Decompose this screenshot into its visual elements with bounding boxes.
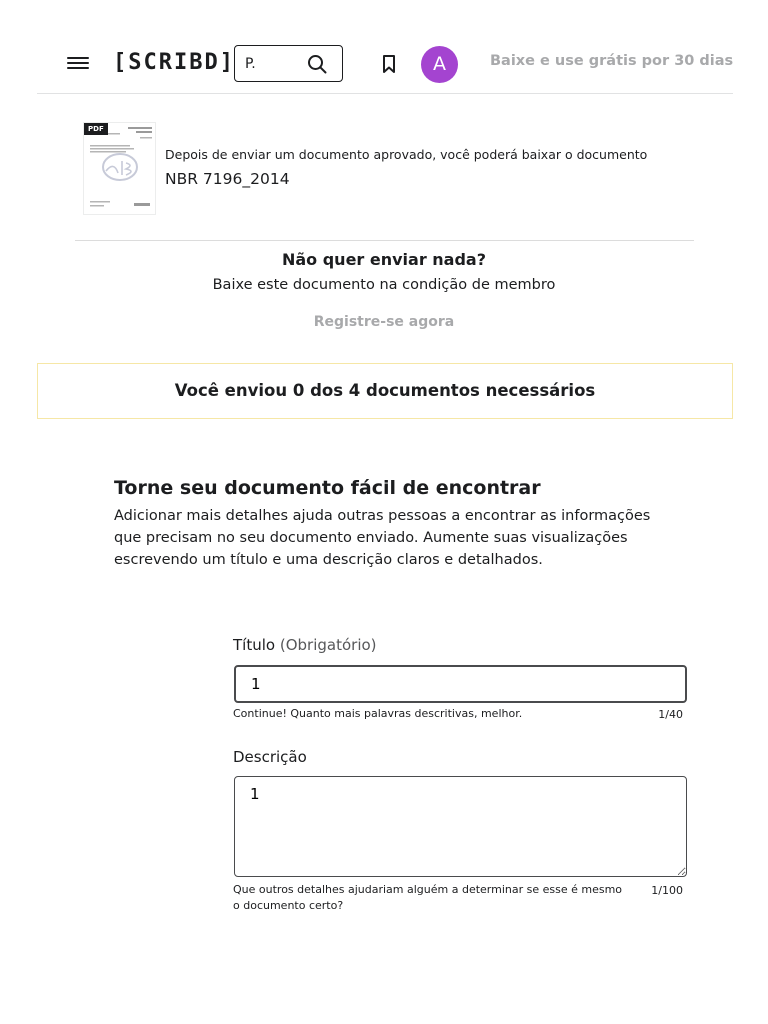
- document-preview-image: [84, 123, 156, 215]
- document-thumbnail: [83, 122, 156, 215]
- top-header: [37, 32, 733, 94]
- scribd-logo[interactable]: [SCRIBD]: [113, 50, 235, 75]
- description-char-counter: 1/100: [651, 884, 683, 897]
- title-char-counter: 1/40: [658, 708, 683, 721]
- upload-hint: Depois de enviar um documento aprovado, você poderá baixar o documento: [165, 147, 648, 162]
- register-button[interactable]: Registre-se agora: [313, 314, 455, 330]
- search-box[interactable]: [234, 45, 343, 82]
- section-description: Adicionar mais detalhes ajuda outras pessoas a encontrar as informações que precisam no seu documento enviado. Aumente suas visualizações escrevendo um título e uma descrição claros e detalhados.: [114, 508, 651, 568]
- member-subtitle: Baixe este documento na condição de membro: [212, 277, 556, 293]
- member-heading: Não quer enviar nada?: [281, 250, 487, 269]
- avatar[interactable]: A: [421, 46, 458, 83]
- section-title: Torne seu documento fácil de encontrar: [114, 477, 541, 499]
- description-textarea[interactable]: [234, 776, 687, 877]
- pdf-badge: PDF: [84, 123, 108, 135]
- description-label: Descrição: [233, 748, 307, 766]
- title-help-text: Continue! Quanto mais palavras descritivas, melhor.: [233, 707, 523, 720]
- menu-icon[interactable]: [67, 54, 89, 72]
- title-input[interactable]: [234, 665, 687, 703]
- upload-status-banner: Você enviou 0 dos 4 documentos necessários: [37, 363, 733, 419]
- description-help-text: Que outros detalhes ajudariam alguém a determinar se esse é mesmo o documento certo?: [233, 883, 623, 912]
- free-trial-link[interactable]: Baixe e use grátis por 30 dias: [490, 53, 734, 69]
- bookmark-icon[interactable]: [380, 54, 398, 74]
- search-input[interactable]: [245, 54, 297, 74]
- title-required-note: (Obrigatório): [279, 636, 377, 654]
- search-icon[interactable]: [307, 54, 327, 74]
- document-title[interactable]: NBR 7196_2014: [165, 170, 290, 188]
- title-label-text: Título: [233, 636, 276, 654]
- divider: [75, 240, 694, 241]
- title-label: [233, 636, 377, 654]
